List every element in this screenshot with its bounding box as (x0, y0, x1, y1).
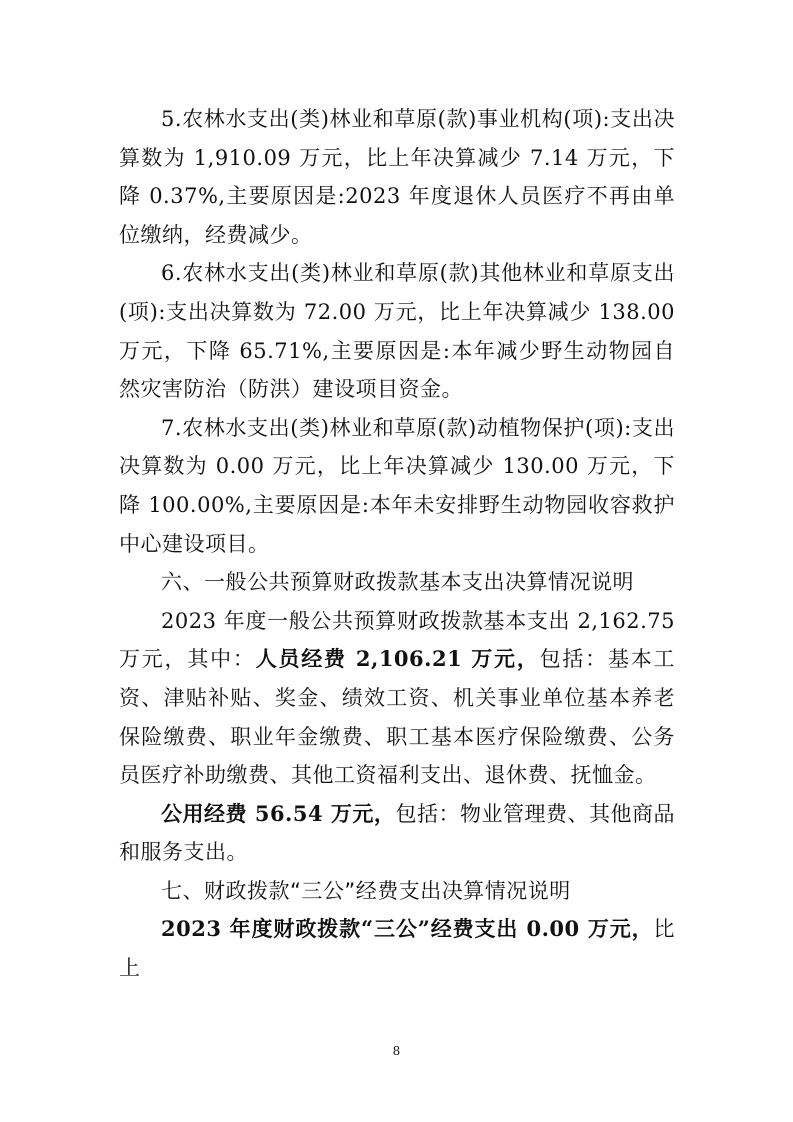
section-heading-7: 七、财政拨款“三公”经费支出决算情况说明 (161, 878, 571, 903)
personnel-expense-amount: 人员经费 2,106.21 万元， (255, 646, 540, 672)
paragraph-three-public (119, 910, 675, 987)
personnel-expense-detail: 包括：基本工资、津贴补贴、奖金、绩效工资、机关事业单位基本养老保险缴费、职业年金缴费、职工基本医疗保险缴费、公务员医疗补助缴费、其他工资福利支出、退休费、抚恤金。 (119, 647, 676, 788)
three-public-amount: 2023 年度财政拨款“三公”经费支出 0.00 万元， (161, 916, 654, 942)
document-body (119, 100, 675, 988)
public-expense-amount: 公用经费 56.54 万元， (161, 800, 396, 826)
section-heading-6: 六、一般公共预算财政拨款基本支出决算情况说明 (161, 570, 634, 595)
paragraph-item-6: 6.农林水支出(类)林业和草原(款)其他林业和草原支出(项):支出决算数为 72.00 万元，比上年决算减少 138.00 万元，下降 65.71%,主要原因是:本年减少野生动物园自然灾害防治（防洪）建设项目资金。 (119, 261, 675, 402)
paragraph-item-7: 7.农林水支出(类)林业和草原(款)动植物保护(项):支出决算数为 0.00 万元，比上年决算减少 130.00 万元，下降 100.00%,主要原因是:本年未安排野生动物园收容救护中心建设项目。 (119, 415, 675, 556)
three-public-continuation: 比上 (119, 917, 675, 981)
paragraph-public-expense (119, 795, 675, 872)
paragraph-basic-expense (119, 602, 675, 795)
paragraph-item-5: 5.农林水支出(类)林业和草原(款)事业机构(项):支出决算数为 1,910.09 万元，比上年决算减少 7.14 万元，下降 0.37%,主要原因是:2023 年度退休人员医疗不再由单位缴纳，经费减少。 (119, 107, 675, 247)
basic-expense-intro: 2023 年度一般公共预算财政拨款基本支出 2,162.75 万元，其中： (119, 608, 675, 672)
public-expense-detail: 包括：物业管理费、其他商品和服务支出。 (119, 801, 675, 865)
page-number: 8 (392, 1044, 401, 1058)
